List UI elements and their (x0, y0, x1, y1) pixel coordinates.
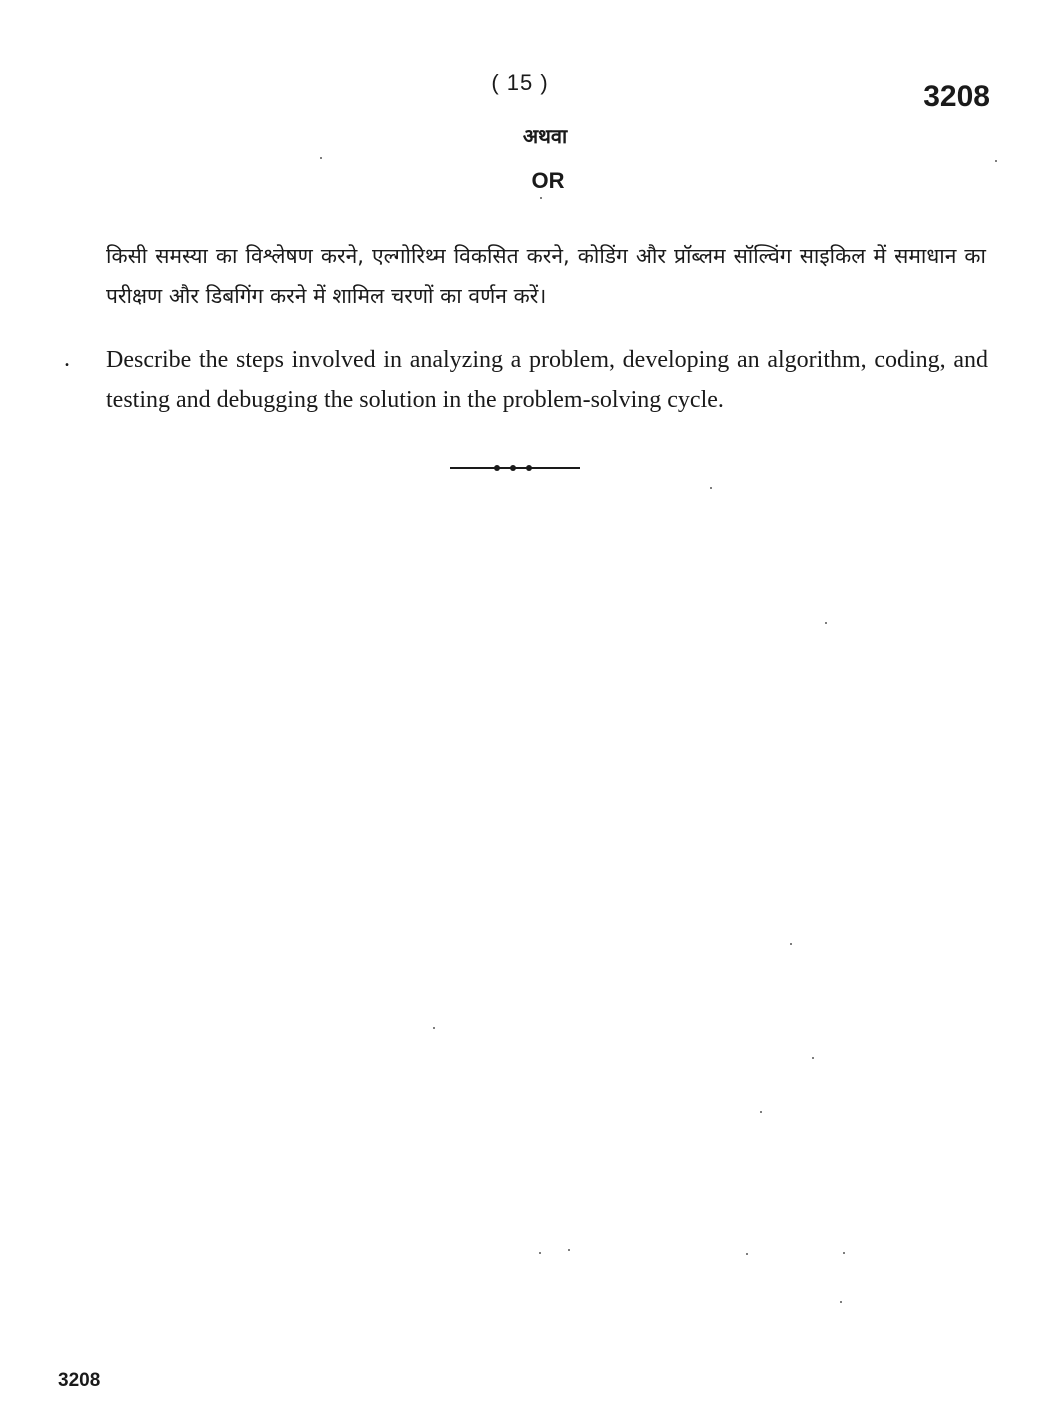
paper-code-footer: 3208 (58, 1370, 101, 1391)
scan-speck (790, 943, 792, 945)
or-divider-english: OR (531, 168, 565, 193)
scan-speck (843, 1252, 845, 1254)
or-divider-hindi: अथवा (522, 124, 568, 148)
scan-speck (812, 1057, 814, 1059)
scan-speck (540, 197, 542, 199)
scan-speck (995, 160, 997, 162)
scan-speck (539, 1252, 541, 1254)
question-text-hindi: किसी समस्या का विश्लेषण करने, एल्गोरिथ्म विकसित करने, कोडिंग और प्रॉब्लम सॉल्विंग साइकिल में समाधान का परीक्षण और डिबगिंग करने में शामिल चरणों का वर्णन करें। (106, 244, 986, 308)
question-text-english: Describe the steps involved in analyzing a problem, developing an algorithm, coding, and testing and debugging the solution in the problem-solving cycle. (106, 347, 988, 413)
scan-speck (710, 487, 712, 489)
scan-speck (840, 1301, 842, 1303)
page-number: ( 15 ) (491, 70, 549, 95)
paper-code-header: 3208 (923, 80, 990, 113)
end-mark-dot (526, 465, 532, 471)
scan-speck (760, 1111, 762, 1113)
scan-speck (825, 622, 827, 624)
end-mark-dot (494, 465, 500, 471)
scan-speck (320, 157, 322, 159)
scan-speck (433, 1027, 435, 1029)
scan-speck (568, 1249, 570, 1251)
end-of-paper-mark (450, 466, 580, 469)
question-bullet: . (64, 346, 70, 372)
end-mark-dot (510, 465, 516, 471)
scan-speck (746, 1253, 748, 1255)
